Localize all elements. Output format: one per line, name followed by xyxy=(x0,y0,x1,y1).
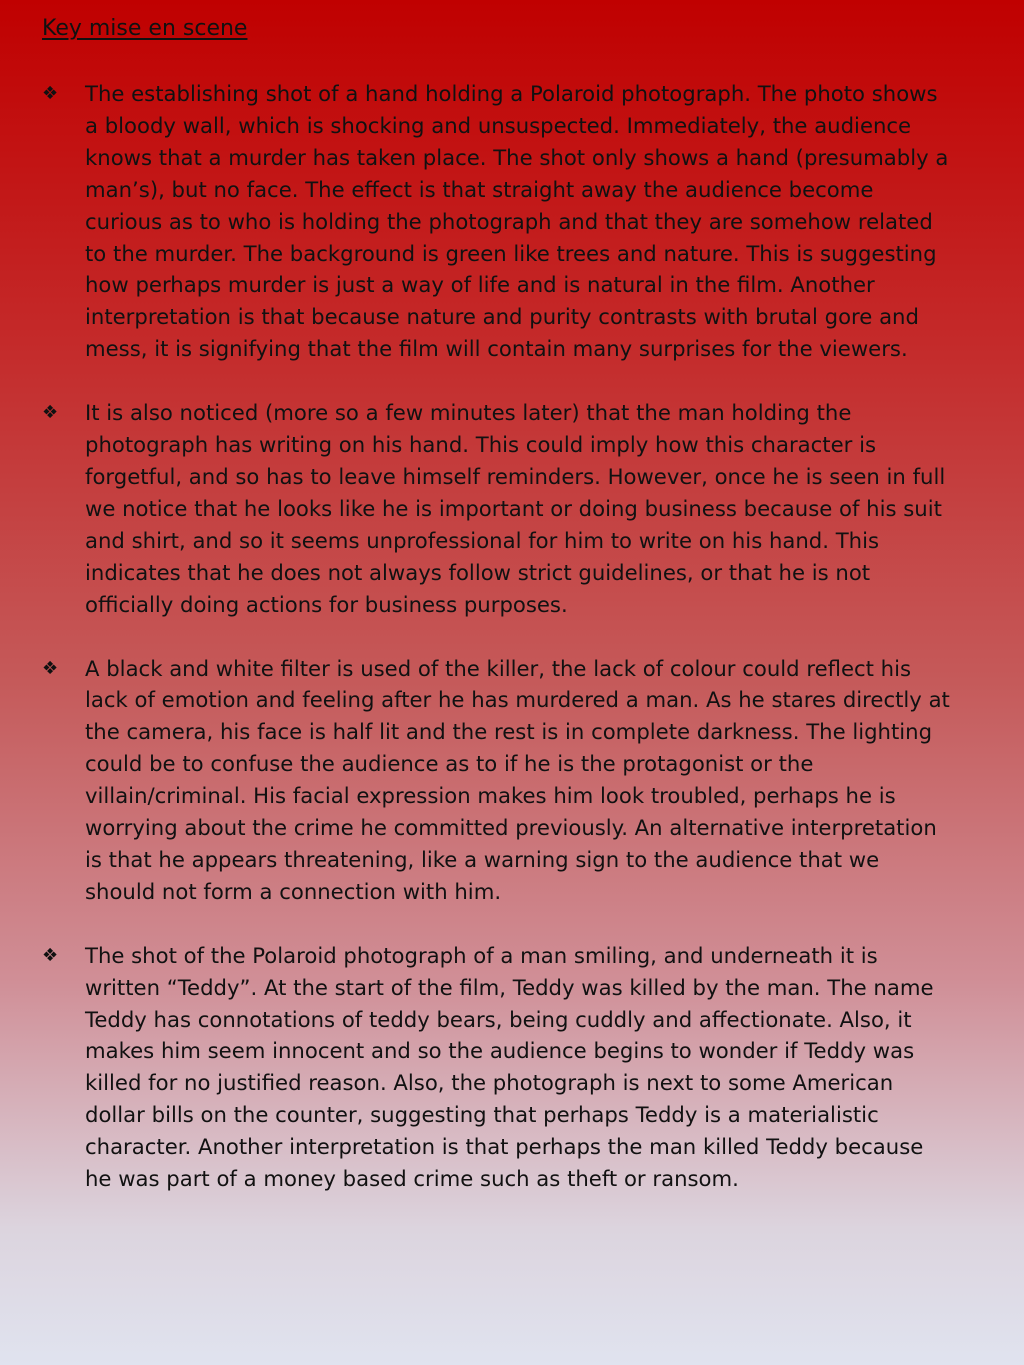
bullet-text: It is also noticed (more so a few minutes later) that the man holding the photograph has writing on his hand. This could imply how this character is forgetful, and so has to leave himself reminders. However, once he is seen in full we notice that he looks like he is important or doing business because of his suit and shirt, and so it seems unprofessional for him to write on his hand. This indicates that he does not always follow strict guidelines, or that he is not officially doing actions for business purposes. xyxy=(85,400,946,617)
list-item xyxy=(42,653,952,908)
diamond-bullet-icon: ❖ xyxy=(42,402,59,424)
list-item xyxy=(42,397,952,620)
page-title: Key mise en scene xyxy=(42,16,248,41)
diamond-bullet-icon: ❖ xyxy=(42,83,59,104)
bullet-text: A black and white filter is used of the killer, the lack of colour could reflect his lack of emotion and feeling after he has murdered a man. As he stares directly at the camera, his face is half lit and the rest is in complete darkness. The lighting could be to confuse the audience as to if he is the protagonist or the villain/criminal. His facial expression makes him look troubled, perhaps he is worrying about the crime he committed previously. An alternative interpretation is that he appears threatening, like a warning sign to the audience that we should not form a connection with him. xyxy=(85,655,950,904)
bullet-list xyxy=(42,78,952,1227)
diamond-bullet-icon: ❖ xyxy=(42,657,59,679)
list-item xyxy=(42,940,952,1195)
bullet-text: The shot of the Polaroid photograph of a man smiling, and underneath it is written “Teddy”. At the start of the film, Teddy was killed by the man. The name Teddy has connotations of teddy bears, being cuddly and affectionate. Also, it makes him seem innocent and so the audience begins to wonder if Teddy was killed for no justified reason. Also, the photograph is next to some American dollar bills on the counter, suggesting that perhaps Teddy is a materialistic character. Another interpretation is that perhaps the man killed Teddy because he was part of a money based crime such as theft or ransom. xyxy=(85,942,934,1192)
diamond-bullet-icon: ❖ xyxy=(42,944,59,966)
bullet-text: The establishing shot of a hand holding a Polaroid photograph. The photo shows a bloody wall, which is shocking and unsuspected. Immediately, the audience knows that a murder has taken place. The shot only shows a hand (presumably a man’s), but no face. The effect is that straight away the audience become curious as to who is holding the photograph and that they are somehow related to the murder. The background is green like trees and nature. This is suggesting how perhaps murder is just a way of life and is natural in the film. Another interpretation is that because nature and purity contrasts with brutal gore and mess, it is signifying that the film will contain many surprises for the viewers. xyxy=(85,81,949,362)
list-item xyxy=(42,78,952,365)
